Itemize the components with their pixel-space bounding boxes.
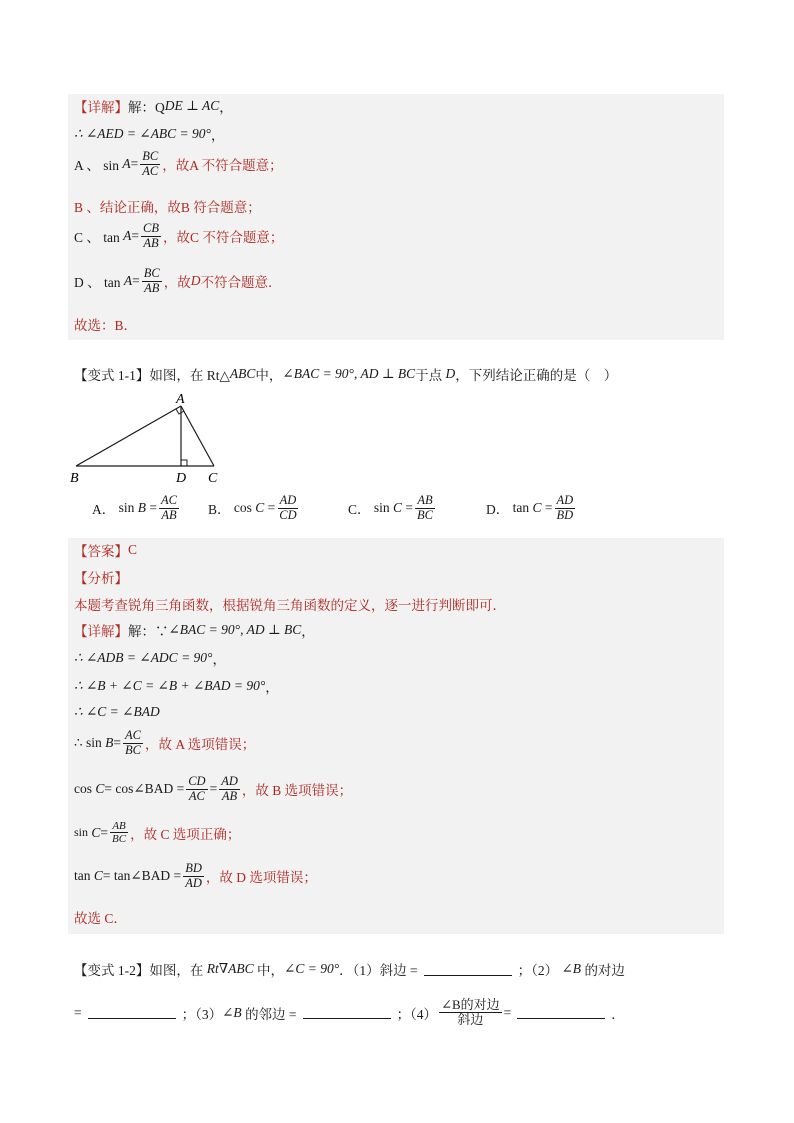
conclusion-text: ，故 A 选项错误； [144,737,256,753]
detail-2-line-8 [74,862,317,891]
punctuation: ， [210,128,225,143]
denominator: BC [417,507,434,522]
equals: = [113,735,121,751]
problem-text: ；（4） [396,1006,438,1022]
numerator: CD [188,774,206,788]
detail-tag: 【详解】 [74,624,128,639]
step-equation: = tan∠BAD = [102,868,182,884]
numerator: AC [124,728,141,742]
detail-2-line-4 [74,704,160,720]
function-name: cos [233,500,252,516]
label-d: D [176,471,187,486]
detail-2-line-9 [74,907,127,927]
problem-1-2-line-1 [74,959,625,979]
analysis-tag: 【分析】 [74,571,128,586]
label-b: B [70,471,79,486]
conclusion-text: ，故 [163,275,191,291]
punctuation: ， [219,100,233,115]
variable: C [393,500,403,516]
conclusion-text: ，故 D 选项错误； [205,870,317,886]
numerator: AB [417,493,433,507]
blank-adjacent[interactable] [303,1006,391,1019]
denominator: AC [188,788,205,803]
fraction [183,862,204,891]
option-letter: A． [92,502,116,518]
fraction [555,494,576,523]
numerator: AC [161,493,177,507]
variable: C [91,824,101,840]
denominator: BC [112,833,127,846]
denominator: AC [142,163,159,178]
detail-2-line-7 [74,820,240,845]
problem-math: ∠BAC = 90°, AD ⊥ BC [282,366,416,381]
step-equation: = cos∠BAD = [104,781,185,797]
detail-line-4 [74,196,261,216]
problem-1-1-statement [74,364,617,384]
problem-text: 的对边 [584,963,625,978]
equals: = [209,781,218,797]
denominator: BD [556,507,574,522]
ratio-fraction [439,998,502,1028]
numerator: AD [221,774,238,788]
function-name: sin [373,500,390,516]
fraction [159,494,179,523]
detail-2-line-2 [74,648,226,668]
detail-line-7 [74,314,137,334]
problem-tag: 【变式 1-1】 [74,368,150,383]
label-c: C [208,471,218,486]
detail-2-line-3 [74,676,279,696]
detail-2-line-1 [74,620,315,640]
problem-text: = [74,1004,82,1020]
step-prefix: ∴ sin [74,735,102,751]
numerator: AD [279,493,297,507]
fraction [141,222,161,251]
option-a[interactable]: A． sin B = $\frac{AC}{AB}$ [92,493,177,522]
problem-tag: 【变式 1-2】 [74,963,150,978]
conclusion-text: ，故A 不符合题意； [162,158,283,174]
step-prefix: cos [74,781,92,797]
detail-text: 解：∵ [128,624,169,639]
problem-math: Rt∇ABC [206,961,254,976]
denominator: AB [144,280,160,295]
variable: C [532,500,542,516]
conclusion-text: 不符合题意． [200,275,282,291]
conclusion-text: B 、结论正确，故B 符合题意； [74,200,261,215]
problem-1-2-line-2 [74,998,625,1028]
equals: = [131,228,139,244]
denominator: AD [185,875,202,890]
numerator: ∠B的对边 [441,997,500,1012]
blank-hypotenuse[interactable] [424,963,512,976]
numerator: BD [185,861,202,875]
detail-line-2 [74,124,224,144]
triangle-figure [66,388,236,488]
side-ac [181,406,214,466]
option-c[interactable]: C． sin C = $\frac{AB}{BC}$ [348,493,434,522]
function-name: sin [118,500,135,516]
label-a: A [176,392,185,407]
detail-2-line-5 [74,729,255,758]
denominator: 斜边 [457,1012,484,1028]
angle-equation: ∴ ∠AED = ∠ABC = 90° [74,126,211,141]
variable: C [95,781,105,797]
detail-line-6 [74,267,281,296]
variable: A [123,273,133,289]
variable: D [190,273,201,289]
equals: = [130,156,139,172]
detail-math: DE ⊥ AC [164,98,220,113]
option-prefix: C 、 tan [74,230,120,246]
variable: A [122,156,131,172]
variable: C [93,868,103,884]
option-letter: C． [348,502,371,518]
answer-line [74,540,137,560]
answer-value: C [128,542,138,557]
detail-math: ∠BAC = 90°, AD ⊥ BC [168,622,302,637]
blank-opposite[interactable] [88,1006,176,1019]
side-ab [76,406,181,466]
answer-tag: 【答案】 [74,544,128,559]
final-choice: 故选：B． [74,318,138,333]
variable: B [137,500,147,516]
problem-text: 中， [257,963,285,978]
numerator: BC [142,149,159,163]
step-equation: ∴ ∠ADB = ∠ADC = 90° [74,650,213,665]
fraction [123,729,143,758]
step-equation: ∴ ∠B + ∠C = ∠B + ∠BAD = 90° [74,678,266,693]
right-angle-mark-d [181,460,187,466]
analysis-tag-line [74,567,128,587]
detail-line-1 [74,96,233,116]
problem-math: ABC [229,366,256,381]
punctuation: ， [301,624,315,639]
variable: B [105,735,114,751]
conclusion-text: ，故 C 选项正确； [130,826,241,842]
numerator: BC [143,266,160,280]
option-prefix: D 、 tan [74,275,121,291]
step-prefix: sin [74,825,89,840]
denominator: BC [124,742,141,757]
problem-text: 的邻边 = [245,1006,297,1022]
numerator: CB [143,221,159,235]
equals: = [503,1004,512,1020]
problem-text: ．（1）斜边 = [339,963,418,978]
punctuation: ， [265,680,279,695]
conclusion-text: ，故C 不符合题意； [162,230,284,246]
problem-text: 中， [255,368,283,383]
numerator: AB [112,820,126,832]
option-prefix: A 、 sin [74,158,120,174]
detail-line-3 [74,150,283,179]
problem-math: ∠B [561,961,582,976]
punctuation: ． [611,1006,625,1022]
problem-math: ∠B [222,1004,242,1020]
fraction [219,775,240,804]
problem-math: D [445,366,456,381]
problem-text: 如图，在 Rt△ [149,368,230,383]
equals: = [132,273,140,289]
problem-text: ；（2） [517,963,559,978]
equals: = [100,824,109,840]
fraction [142,267,162,296]
denominator: AB [221,788,238,803]
option-d[interactable]: D． tan C = $\frac{AD}{BD}$ [486,493,574,522]
variable: A [123,228,132,244]
detail-text: 解：Q [128,100,165,115]
punctuation: ， [212,652,226,667]
detail-line-5 [74,222,283,251]
fraction [186,775,207,804]
fraction [277,494,298,523]
step-equation: ∴ ∠C = ∠BAD [74,704,160,719]
detail-tag: 【详解】 [74,100,128,115]
fraction [140,150,160,179]
analysis-text-line [74,594,506,614]
conclusion-text: ，故 B 选项错误； [241,783,353,799]
problem-text: ；（3） [181,1006,223,1022]
analysis-text: 本题考查锐角三角函数，根据锐角三角函数的定义，逐一进行判断即可． [74,598,506,613]
option-b[interactable]: B． cos C = $\frac{AD}{CD}$ [208,493,297,522]
numerator: AD [556,493,574,507]
variable: C [255,500,265,516]
denominator: AB [161,507,177,522]
fraction [415,494,435,523]
denominator: AB [143,235,159,250]
problem-text: ，下列结论正确的是（ ） [455,368,618,383]
function-name: tan [512,500,530,516]
fraction [110,820,128,845]
option-letter: D． [486,502,510,518]
problem-math: ∠C = 90° [284,961,340,976]
final-choice: 故选 C． [74,911,127,926]
problem-text: 于点 [415,368,443,383]
denominator: CD [279,507,297,522]
problem-text: 如图，在 [149,963,204,978]
option-letter: B． [208,502,231,518]
blank-ratio[interactable] [517,1006,605,1019]
step-prefix: tan [74,868,91,884]
detail-2-line-6 [74,775,352,804]
